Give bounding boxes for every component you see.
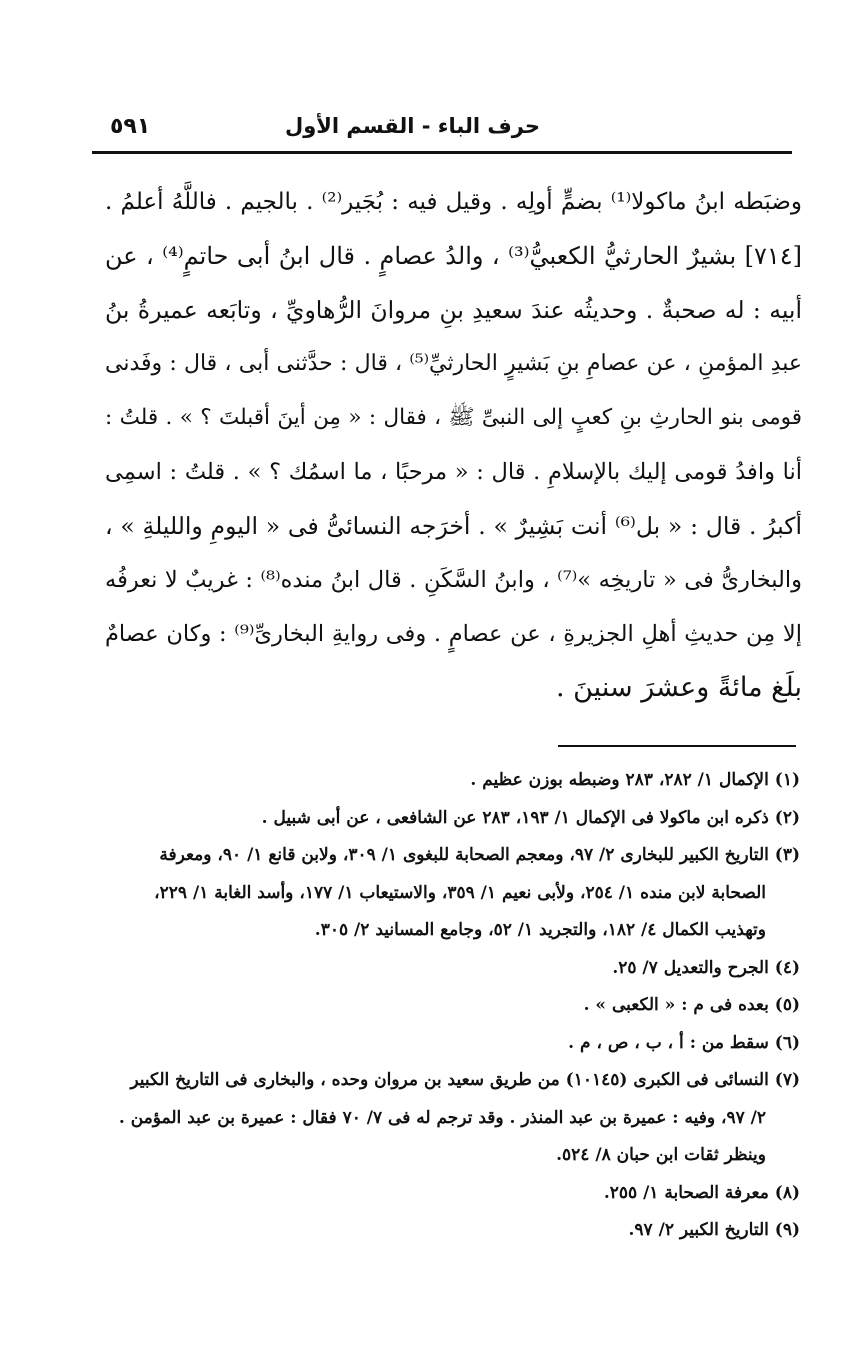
footnote-line: (٧) النسائى فى الكبرى (١٠١٤٥) من طريق سعيد بن مروان وحده ، والبخارى فى التاريخ الكبير: [130, 1070, 800, 1090]
text-line: والبخارىُّ فى « تاريخِه »⁽⁷⁾ ، وابنُ السَّكَنِ . قال ابنُ منده⁽⁸⁾ : غريبٌ لا نعرفُه: [105, 567, 802, 593]
footnote-line: وينظر ثقات ابن حبان ٨/ ٥٢٤.: [556, 1145, 766, 1165]
text-line: وضبَطه ابنُ ماكولا⁽¹⁾ بضمٍّ أولِه . وقيل فيه : بُجَير⁽²⁾ . بالجيم . فاللَّهُ أعلمُ .: [105, 189, 802, 215]
footnote-line: (١) الإكمال ١/ ٢٨٢، ٢٨٣ وضبطه بوزن عظيم .: [470, 770, 800, 790]
footnote-line: (٩) التاريخ الكبير ٢/ ٩٧.: [628, 1220, 800, 1240]
footnote-line: (٥) بعده فى م : « الكعبى » .: [583, 995, 800, 1015]
text-line: أبيه : له صحبةٌ . وحديثُه عندَ سعيدِ بنِ مروانَ الرُّهاويِّ ، وتابَعه عميرةُ بنُ: [105, 296, 802, 324]
text-line: أنا وافدُ قومى إليك بالإسلامِ . قال : « مرحبًا ، ما اسمُك ؟ » . قلتُ : اسمِى: [105, 459, 802, 485]
header-rule: [92, 151, 792, 154]
footnote-line: ٢/ ٩٧، وفيه : عميرة بن عبد المنذر . وقد ترجم له فى ٧/ ٧٠ فقال : عميرة بن عبد المؤمن .: [118, 1107, 766, 1128]
footnote-line: وتهذيب الكمال ٤/ ١٨٢، والتجريد ١/ ٥٢، وجامع المسانيد ٢/ ٣٠٥.: [314, 920, 766, 940]
text-line: إلا مِن حديثِ أهلِ الجزيرةِ ، عن عصامٍ . وفى روايةِ البخارىِّ⁽⁹⁾ : وكان عصامٌ: [105, 621, 802, 647]
text-line: قومى بنو الحارثِ بنِ كعبٍ إلى النبىِّ ﷺ ، فقال : « مِن أينَ أقبلتَ ؟ » . قلتُ :: [105, 405, 802, 430]
text-line: بلَغ مائةً وعشرَ سنينَ .: [555, 672, 802, 703]
footnote-line: (٦) سقط من : أ ، ب ، ص ، م .: [568, 1032, 800, 1053]
entry-heading-line: [٧١٤] بشيرٌ الحارثيُّ الكعبيُّ⁽³⁾ ، والدُ عصامٍ . قال ابنُ أبى حاتمٍ⁽⁴⁾ ، عن: [105, 242, 802, 270]
running-header: [92, 110, 792, 150]
footnote-line: (٢) ذكره ابن ماكولا فى الإكمال ١/ ١٩٣، ٢٨٣ عن الشافعى ، عن أبى شبيل .: [261, 807, 800, 828]
page-number: ٥٩١: [110, 114, 151, 139]
footnotes: [100, 762, 800, 1250]
footnote-line: (٤) الجرح والتعديل ٧/ ٢٥.: [612, 957, 800, 978]
header-title: حرف الباء - القسم الأول: [285, 114, 540, 138]
main-text: [105, 175, 802, 715]
footnote-line: الصحابة لابن منده ١/ ٢٥٤، ولأبى نعيم ١/ ٣٥٩، والاستيعاب ١/ ١٧٧، وأسد الغابة ١/ ٢٢٩،: [154, 882, 766, 903]
text-line: أكبرُ . قال : « بل⁽⁶⁾ أنت بَشِيرٌ » . أخرَجه النسائىُّ فى « اليومِ والليلةِ » ،: [105, 512, 802, 540]
footnote-line: (٨) معرفة الصحابة ١/ ٢٥٥.: [603, 1182, 800, 1203]
footnote-separator: [558, 745, 796, 747]
footnote-line: (٣) التاريخ الكبير للبخارى ٢/ ٩٧، ومعجم الصحابة للبغوى ١/ ٣٠٩، ولابن قانع ١/ ٩٠، ومعرفة: [159, 845, 800, 865]
text-line: عبدِ المؤمنِ ، عن عصامِ بنِ بَشيرٍ الحارثيِّ⁽⁵⁾ ، قال : حدَّثنى أبى ، قال : وفَدنى: [105, 351, 802, 376]
